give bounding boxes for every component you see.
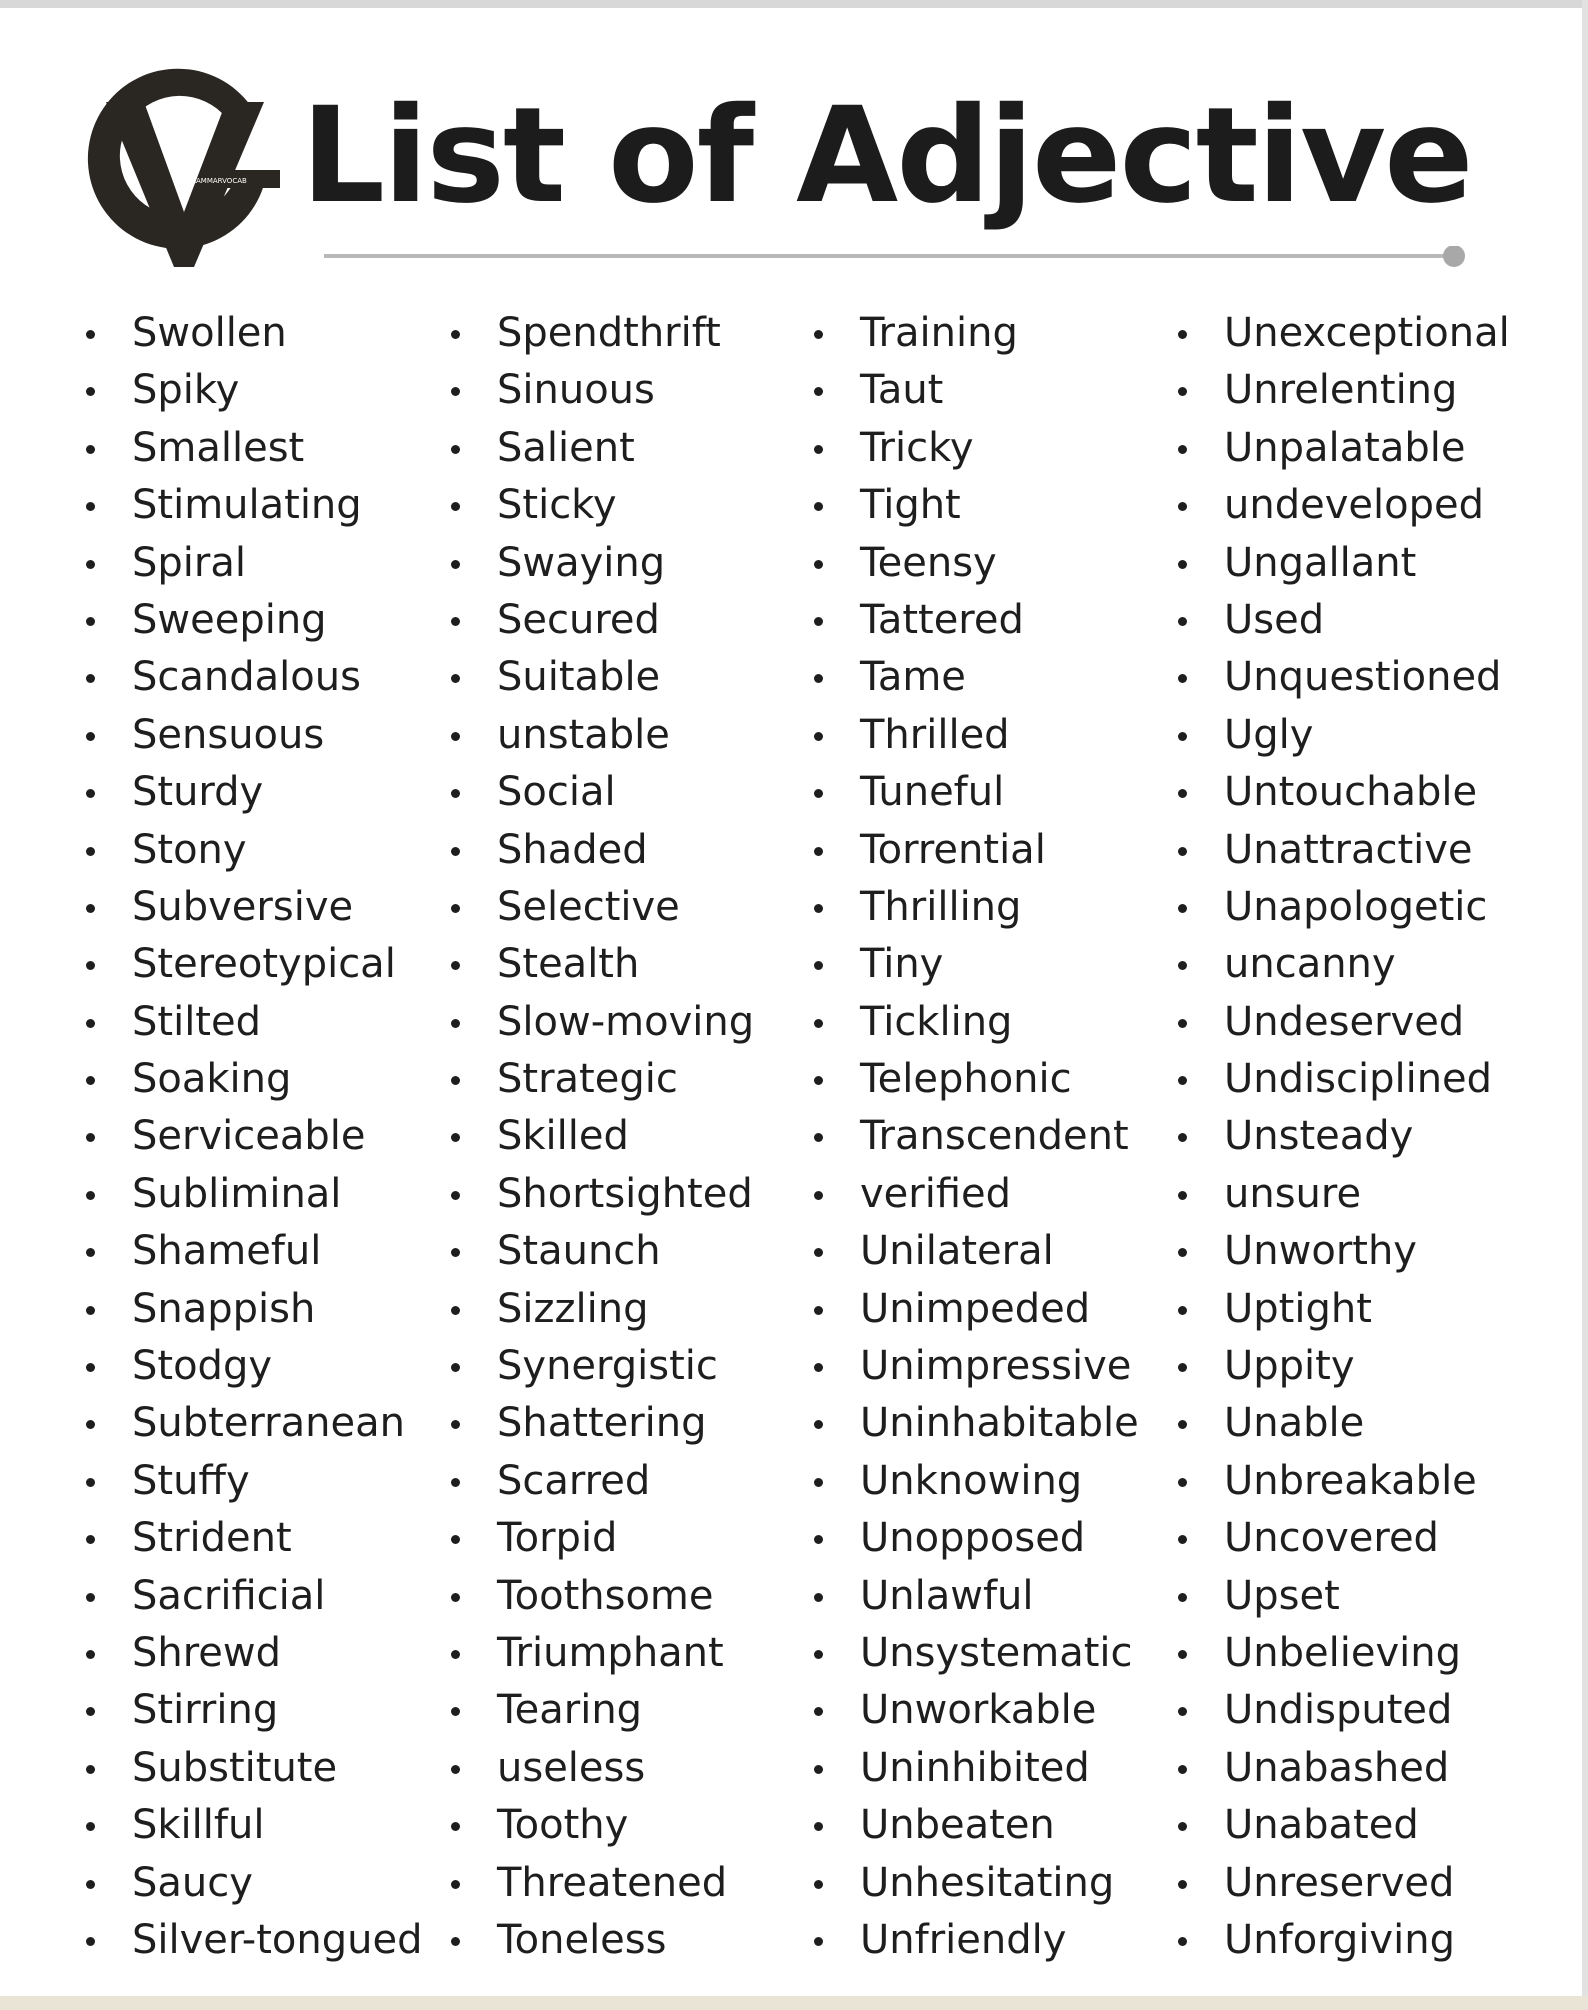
adjective-item: Training [806, 305, 1139, 362]
adjective-item: Torpid [443, 1510, 754, 1567]
adjective-item: Serviceable [78, 1108, 422, 1165]
logo-text: GRAMMARVOCAB [186, 177, 247, 185]
adjective-item: Unreserved [1170, 1855, 1510, 1912]
adjective-item: Stirring [78, 1682, 422, 1739]
adjective-item: Scandalous [78, 649, 422, 706]
adjective-item: Unforgiving [1170, 1912, 1510, 1969]
adjective-item: Toneless [443, 1912, 754, 1969]
adjective-item: Unable [1170, 1395, 1510, 1452]
adjective-item: Unrelenting [1170, 362, 1510, 419]
adjective-item: Uptight [1170, 1281, 1510, 1338]
adjective-item: Untouchable [1170, 764, 1510, 821]
adjective-item: verified [806, 1166, 1139, 1223]
adjective-item: Tearing [443, 1682, 754, 1739]
adjective-item: Unpalatable [1170, 420, 1510, 477]
adjective-columns [78, 305, 1528, 1995]
adjective-item: Ungallant [1170, 535, 1510, 592]
adjective-item: Suitable [443, 649, 754, 706]
adjective-item: Toothsome [443, 1568, 754, 1625]
adjective-item: Spendthrift [443, 305, 754, 362]
adjective-item: Smallest [78, 420, 422, 477]
adjective-item: Unknowing [806, 1453, 1139, 1510]
adjective-item: Unimpeded [806, 1281, 1139, 1338]
adjective-item: unstable [443, 707, 754, 764]
adjective-item: Skillful [78, 1797, 422, 1854]
adjective-item: Thrilled [806, 707, 1139, 764]
adjective-column-1 [78, 305, 422, 1969]
adjective-item: Soaking [78, 1051, 422, 1108]
adjective-item: Spiky [78, 362, 422, 419]
adjective-item: Sweeping [78, 592, 422, 649]
adjective-item: Strategic [443, 1051, 754, 1108]
adjective-item: Shattering [443, 1395, 754, 1452]
adjective-item: useless [443, 1740, 754, 1797]
adjective-item: Ugly [1170, 707, 1510, 764]
adjective-item: Unworkable [806, 1682, 1139, 1739]
adjective-item: Torrential [806, 822, 1139, 879]
adjective-item: Sacrificial [78, 1568, 422, 1625]
adjective-item: Synergistic [443, 1338, 754, 1395]
adjective-item: Unopposed [806, 1510, 1139, 1567]
adjective-item: Sturdy [78, 764, 422, 821]
adjective-item: Shameful [78, 1223, 422, 1280]
adjective-item: Threatened [443, 1855, 754, 1912]
adjective-item: Unsteady [1170, 1108, 1510, 1165]
adjective-item: Undisputed [1170, 1682, 1510, 1739]
adjective-item: Unbeaten [806, 1797, 1139, 1854]
adjective-item: Subversive [78, 879, 422, 936]
page-header [66, 52, 1472, 292]
adjective-item: Stealth [443, 936, 754, 993]
page-title: List of Adjective [301, 79, 1472, 233]
adjective-item: Secured [443, 592, 754, 649]
adjective-item: Skilled [443, 1108, 754, 1165]
adjective-item: Unexceptional [1170, 305, 1510, 362]
adjective-item: Unimpressive [806, 1338, 1139, 1395]
adjective-item: Subliminal [78, 1166, 422, 1223]
adjective-item: Spiral [78, 535, 422, 592]
adjective-item: Unquestioned [1170, 649, 1510, 706]
adjective-item: Tame [806, 649, 1139, 706]
grammarvocab-logo [66, 52, 286, 272]
adjective-item: Unfriendly [806, 1912, 1139, 1969]
adjective-item: Unworthy [1170, 1223, 1510, 1280]
adjective-item: Strident [78, 1510, 422, 1567]
adjective-item: Unapologetic [1170, 879, 1510, 936]
adjective-item: Unattractive [1170, 822, 1510, 879]
adjective-item: Taut [806, 362, 1139, 419]
adjective-item: Thrilling [806, 879, 1139, 936]
adjective-item: Telephonic [806, 1051, 1139, 1108]
adjective-item: uncanny [1170, 936, 1510, 993]
adjective-item: Teensy [806, 535, 1139, 592]
adjective-item: Selective [443, 879, 754, 936]
adjective-item: Social [443, 764, 754, 821]
adjective-item: Sensuous [78, 707, 422, 764]
adjective-item: Unabated [1170, 1797, 1510, 1854]
adjective-column-3 [806, 305, 1139, 1969]
adjective-item: Stuffy [78, 1453, 422, 1510]
adjective-item: Substitute [78, 1740, 422, 1797]
adjective-item: Tattered [806, 592, 1139, 649]
adjective-item: Toothy [443, 1797, 754, 1854]
adjective-item: Transcendent [806, 1108, 1139, 1165]
adjective-item: Tight [806, 477, 1139, 534]
adjective-item: Upset [1170, 1568, 1510, 1625]
adjective-item: Stereotypical [78, 936, 422, 993]
adjective-column-4 [1170, 305, 1510, 1969]
adjective-item: Unabashed [1170, 1740, 1510, 1797]
adjective-item: Shortsighted [443, 1166, 754, 1223]
adjective-item: Saucy [78, 1855, 422, 1912]
adjective-item: Unbreakable [1170, 1453, 1510, 1510]
adjective-item: Swaying [443, 535, 754, 592]
adjective-item: Stodgy [78, 1338, 422, 1395]
adjective-item: Swollen [78, 305, 422, 362]
adjective-item: Unilateral [806, 1223, 1139, 1280]
title-underline [324, 246, 1474, 268]
adjective-item: Unbelieving [1170, 1625, 1510, 1682]
adjective-item: Undisciplined [1170, 1051, 1510, 1108]
adjective-column-2 [443, 305, 754, 1969]
adjective-item: Stony [78, 822, 422, 879]
adjective-item: Salient [443, 420, 754, 477]
adjective-item: Unsystematic [806, 1625, 1139, 1682]
adjective-item: Snappish [78, 1281, 422, 1338]
adjective-item: Tricky [806, 420, 1139, 477]
adjective-item: Tuneful [806, 764, 1139, 821]
scan-top-edge [0, 0, 1588, 8]
adjective-item: unsure [1170, 1166, 1510, 1223]
adjective-item: Scarred [443, 1453, 754, 1510]
scan-right-edge [1582, 0, 1588, 2010]
adjective-item: Slow-moving [443, 994, 754, 1051]
adjective-item: Used [1170, 592, 1510, 649]
adjective-item: Staunch [443, 1223, 754, 1280]
adjective-item: Shaded [443, 822, 754, 879]
adjective-item: Uppity [1170, 1338, 1510, 1395]
adjective-item: Triumphant [443, 1625, 754, 1682]
adjective-item: Unhesitating [806, 1855, 1139, 1912]
adjective-item: Silver-tongued [78, 1912, 422, 1969]
adjective-item: Shrewd [78, 1625, 422, 1682]
adjective-item: Stimulating [78, 477, 422, 534]
adjective-item: Unlawful [806, 1568, 1139, 1625]
adjective-item: Stilted [78, 994, 422, 1051]
adjective-item: Sticky [443, 477, 754, 534]
adjective-item: Uninhabitable [806, 1395, 1139, 1452]
adjective-item: Uninhibited [806, 1740, 1139, 1797]
adjective-item: Subterranean [78, 1395, 422, 1452]
scan-bottom-edge [0, 1996, 1588, 2010]
adjective-item: undeveloped [1170, 477, 1510, 534]
adjective-item: Tiny [806, 936, 1139, 993]
adjective-item: Uncovered [1170, 1510, 1510, 1567]
adjective-item: Sinuous [443, 362, 754, 419]
adjective-item: Tickling [806, 994, 1139, 1051]
adjective-item: Sizzling [443, 1281, 754, 1338]
adjective-item: Undeserved [1170, 994, 1510, 1051]
